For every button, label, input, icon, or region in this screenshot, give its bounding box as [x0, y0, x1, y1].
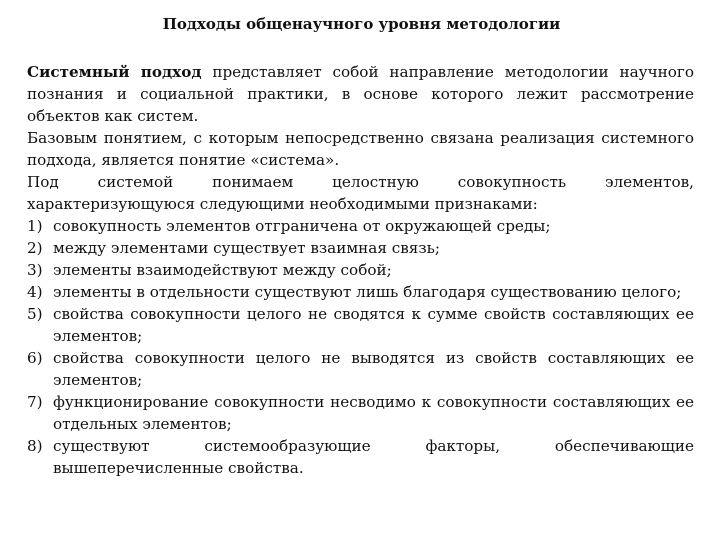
page-title: Подходы общенаучного уровня методологии	[162, 15, 561, 33]
criteria-item	[27, 215, 694, 237]
criteria-number: 6)	[27, 349, 43, 367]
criteria-item	[27, 237, 694, 259]
criteria-text: элементы взаимодействуют между собой;	[53, 261, 392, 279]
criteria-number: 8)	[27, 437, 43, 455]
definition-line-2: характеризующуюся следующими необходимыми признаками:	[27, 195, 538, 213]
criteria-number: 1)	[27, 217, 43, 235]
criteria-number: 2)	[27, 239, 43, 257]
definition-line-1: Под системой понимаем целостную совокупность элементов,	[27, 173, 694, 191]
criteria-text: существуют системообразующие факторы, обеспечивающие вышеперечисленные свойства.	[53, 437, 694, 477]
criteria-item	[27, 347, 694, 391]
document-body	[27, 61, 694, 479]
criteria-number: 5)	[27, 305, 43, 323]
basic-concept-paragraph: Базовым понятием, с которым непосредственно связана реализация системного подхода, является понятие «система».	[27, 129, 694, 169]
criteria-text: функционирование совокупности несводимо к совокупности составляющих ее отдельных элементов;	[53, 393, 694, 433]
criteria-item	[27, 303, 694, 347]
criteria-item	[27, 259, 694, 281]
criteria-text: свойства совокупности целого не сводятся к сумме свойств составляющих ее элементов;	[53, 305, 694, 345]
criteria-list	[27, 215, 694, 479]
intro-rest: представляет собой направление методологии научного познания и социальной практики, в основе которого лежит рассмотрение объектов как систем.	[27, 63, 694, 125]
intro-paragraph	[27, 61, 694, 127]
criteria-text: элементы в отдельности существуют лишь благодаря существованию целого;	[53, 283, 682, 301]
criteria-item	[27, 281, 694, 303]
criteria-item	[27, 435, 694, 479]
intro-lead-term: Системный подход	[27, 63, 202, 81]
criteria-text: между элементами существует взаимная связь;	[53, 239, 441, 257]
criteria-number: 3)	[27, 261, 43, 279]
criteria-text: свойства совокупности целого не выводятся из свойств составляющих ее элементов;	[53, 349, 694, 389]
criteria-text: совокупность элементов отграничена от окружающей среды;	[53, 217, 551, 235]
criteria-number: 4)	[27, 283, 43, 301]
criteria-item	[27, 391, 694, 435]
criteria-number: 7)	[27, 393, 43, 411]
